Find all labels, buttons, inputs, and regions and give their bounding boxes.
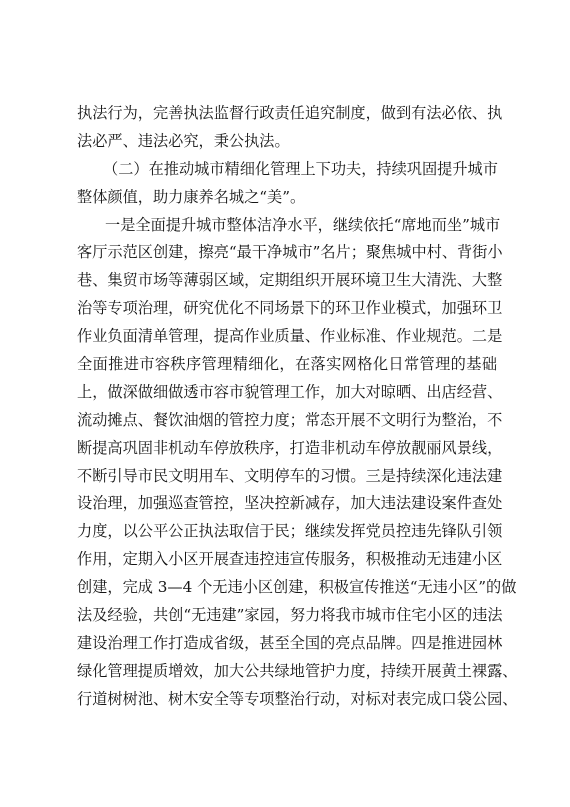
paragraph-first-line: 一是全面提升城市整体洁净水平，继续依托“席地而坐”城市 (105, 215, 501, 234)
body-line: 执法行为，完善执法监督行政责任追究制度，做到有法必依、执 (77, 104, 503, 122)
section-heading-line: 整体颜值，助力康养名城之“美”。 (77, 187, 306, 206)
body-line: 设治理，加强巡查管控，坚决控新减存，加大违法建设案件查处 (77, 494, 503, 513)
body-line: 上，做深做细做透市容市貌管理工作，加大对晾晒、出店经营、 (77, 382, 503, 401)
body-line: 全面推进市容秩序管理精细化，在落实网格化日常管理的基础 (77, 355, 497, 374)
body-line: 治等专项治理，研究优化不同场景下的环卫作业模式，加强环卫 (77, 299, 503, 318)
body-line: 建设治理工作打造成省级，甚至全国的亮点品牌。四是推进园林 (77, 633, 503, 652)
document-body (77, 100, 518, 714)
body-line: 法必严、违法必究，秉公执法。 (77, 131, 290, 150)
body-line: 力度，以公平公正执法取信于民；继续发挥党员控违先锋队引领 (77, 522, 503, 541)
body-line: 客厅示范区创建，擦亮“最干净城市”名片；聚焦城中村、背街小 (77, 243, 503, 262)
body-line: 作业负面清单管理，提高作业质量、作业标准、作业规范。二是 (77, 327, 503, 346)
body-line: 流动摊点、餐饮油烟的管控力度；常态开展不文明行为整治，不 (77, 410, 503, 429)
body-line: 绿化管理提质增效，加大公共绿地管护力度，持续开展黄土裸露、 (77, 661, 518, 680)
body-line: 断提高巩固非机动车停放秩序，打造非机动车停放靓丽风景线， (77, 438, 503, 457)
body-line: 行道树树池、树木安全等专项整治行动，对标对表完成口袋公园、 (77, 689, 518, 708)
body-line: 不断引导市民文明用车、文明停车的习惯。三是持续深化违法建 (77, 466, 503, 485)
body-line: 创建，完成 3—4 个无违小区创建，积极宣传推送“无违小区”的做 (77, 578, 517, 597)
body-line: 法及经验，共创“无违建”家园，努力将我市城市住宅小区的违法 (77, 606, 503, 625)
section-heading-line: （二）在推动城市精细化管理上下功夫，持续巩固提升城市 (103, 159, 498, 178)
body-line: 巷、集贸市场等薄弱区域，定期组织开展环境卫生大清洗、大整 (77, 271, 503, 290)
body-line: 作用，定期入小区开展查违控违宣传服务，积极推动无违建小区 (77, 550, 503, 569)
